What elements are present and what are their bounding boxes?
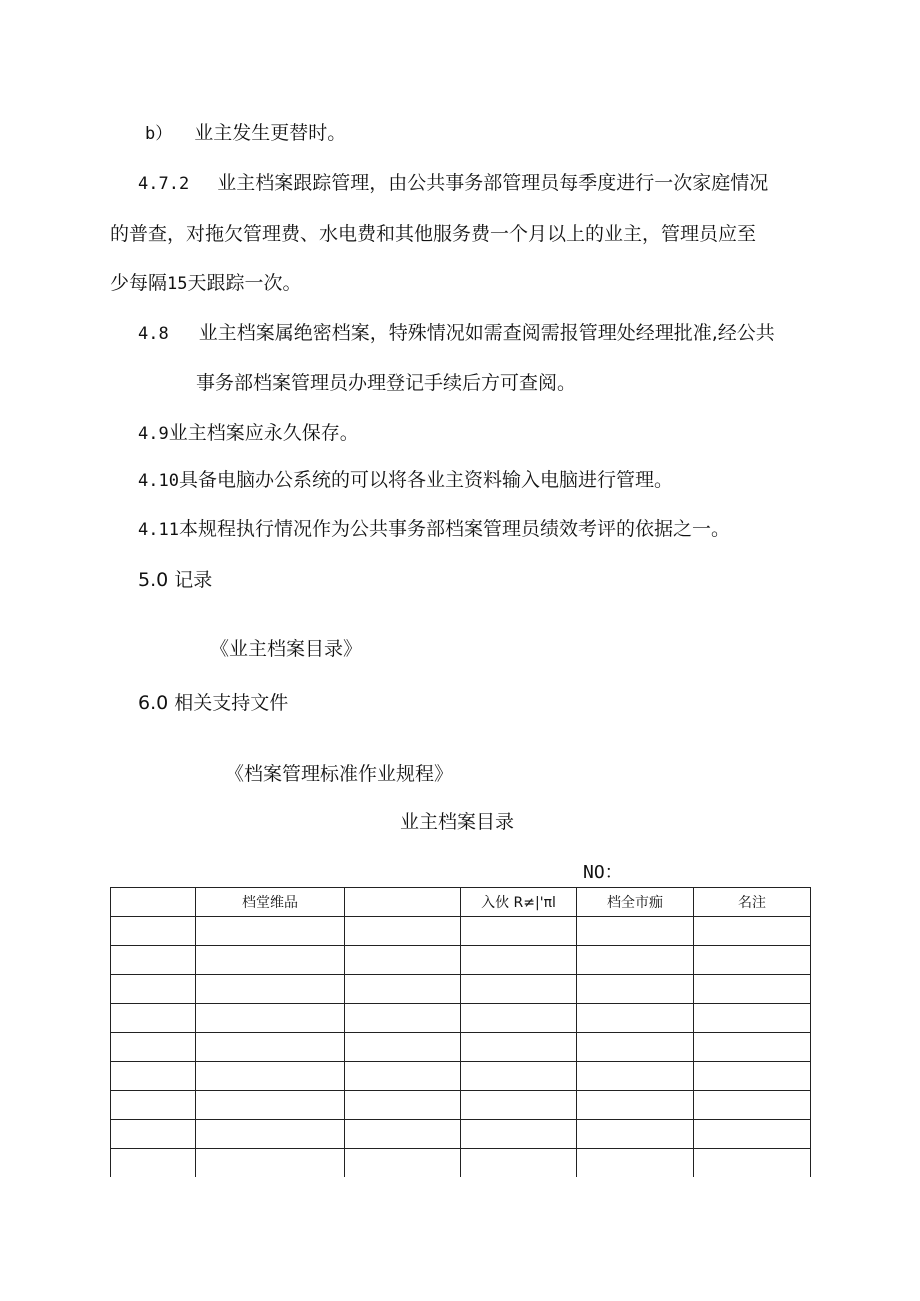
table-cell[interactable] [694, 1120, 811, 1149]
paragraph-number: 4.11 [138, 520, 179, 540]
form-number-label: NO： [583, 862, 623, 883]
table-cell[interactable] [461, 946, 577, 975]
table-cell[interactable] [111, 1033, 196, 1062]
table-cell[interactable] [345, 917, 461, 946]
paragraph-text: 天跟踪一次。 [187, 272, 302, 294]
table-cell[interactable] [694, 975, 811, 1004]
table-cell[interactable] [694, 1004, 811, 1033]
table-row [111, 917, 811, 946]
form-title: 业主档案目录 [400, 811, 515, 833]
table-cell[interactable] [461, 975, 577, 1004]
table-cell[interactable] [461, 1062, 577, 1091]
header-cell: 名注 [694, 888, 811, 917]
table-cell[interactable] [196, 946, 345, 975]
table-cell[interactable] [461, 1004, 577, 1033]
table-row [111, 1033, 811, 1062]
table-cell[interactable] [461, 1120, 577, 1149]
section-heading: 5.0 记录 [138, 569, 213, 591]
table-cell[interactable] [196, 1120, 345, 1149]
header-cell: 档堂维品 [196, 888, 345, 917]
table-cell[interactable] [345, 1149, 461, 1178]
table-cell[interactable] [694, 946, 811, 975]
table-row [111, 1091, 811, 1120]
table-cell[interactable] [196, 1033, 345, 1062]
table-cell[interactable] [196, 1091, 345, 1120]
table-cell[interactable] [694, 1033, 811, 1062]
table-cell[interactable] [345, 1120, 461, 1149]
table-cell[interactable] [577, 1091, 694, 1120]
table-cell[interactable] [694, 1091, 811, 1120]
paragraph-4-10 [138, 467, 673, 494]
table-cell[interactable] [577, 1033, 694, 1062]
paragraph-text: 业主档案应永久保存。 [168, 422, 359, 444]
table-cell[interactable] [694, 1062, 811, 1091]
table-cell[interactable] [111, 1062, 196, 1091]
support-document-item [225, 761, 453, 787]
table-cell[interactable] [345, 1091, 461, 1120]
paragraph-number: 4.10 [138, 471, 179, 491]
table-row [111, 1120, 811, 1149]
paragraph-text: 的普查，对拖欠管理费、水电费和其他服务费一个月以上的业主，管理员应至 [110, 223, 757, 245]
table-row [111, 975, 811, 1004]
header-cell: 入伙 R≠|'πl [461, 888, 577, 917]
table-cell[interactable] [461, 1091, 577, 1120]
table-row [111, 1149, 811, 1178]
paragraph-b [145, 120, 346, 147]
header-cell [345, 888, 461, 917]
paragraph-number: 4.8 [138, 324, 169, 344]
table-cell[interactable] [577, 946, 694, 975]
table-cell[interactable] [461, 1033, 577, 1062]
table-cell[interactable] [577, 917, 694, 946]
paragraph-number: 4.7.2 [138, 174, 190, 194]
table-cell[interactable] [461, 1149, 577, 1178]
paragraph-text: 本规程执行情况作为公共事务部档案管理员绩效考评的依据之一。 [178, 518, 730, 540]
paragraph-text: 事务部档案管理员办理登记手续后方可查阅。 [196, 372, 577, 394]
table-cell[interactable] [196, 1004, 345, 1033]
support-document-name: 《档案管理标准作业规程》 [225, 763, 454, 785]
interval-number: 15 [167, 274, 188, 294]
owner-archive-table [110, 887, 811, 1177]
record-name: 《业主档案目录》 [210, 638, 363, 660]
table-cell[interactable] [111, 917, 196, 946]
table-cell[interactable] [111, 1004, 196, 1033]
table-cell[interactable] [111, 1120, 196, 1149]
table-cell[interactable] [577, 1062, 694, 1091]
paragraph-text: 业主档案属绝密档案，特殊情况如需查阅需报管理处经理批准,经公共 [198, 322, 775, 344]
paragraph-4-9 [138, 420, 359, 447]
table-cell[interactable] [345, 1033, 461, 1062]
table-cell[interactable] [694, 1149, 811, 1178]
table-cell[interactable] [461, 917, 577, 946]
table-cell[interactable] [111, 975, 196, 1004]
table-cell[interactable] [111, 1149, 196, 1178]
table-cell[interactable] [577, 1120, 694, 1149]
table-cell[interactable] [577, 1004, 694, 1033]
paragraph-text: 业主档案跟踪管理，由公共事务部管理员每季度进行一次家庭情况 [217, 172, 769, 194]
paragraph-4-7-2-line3 [110, 270, 302, 297]
table-cell[interactable] [196, 975, 345, 1004]
table-row [111, 1004, 811, 1033]
paragraph-4-8-line2 [196, 370, 576, 396]
header-cell [111, 888, 196, 917]
paragraph-4-7-2-line1 [138, 170, 768, 197]
table-row [111, 1062, 811, 1091]
paragraph-number: 4.9 [138, 424, 169, 444]
header-cell: 档全市痂 [577, 888, 694, 917]
section-6-0 [138, 690, 288, 716]
table-cell[interactable] [345, 975, 461, 1004]
paragraph-number: b） [145, 124, 173, 144]
table-cell[interactable] [196, 1062, 345, 1091]
paragraph-text: 具备电脑办公系统的可以将各业主资料输入电脑进行管理。 [178, 469, 673, 491]
paragraph-text: 业主发生更替时。 [194, 122, 347, 144]
table-cell[interactable] [345, 1062, 461, 1091]
paragraph-4-8-line1 [138, 320, 775, 347]
table-row [111, 946, 811, 975]
table-cell[interactable] [345, 1004, 461, 1033]
section-heading: 6.0 相关支持文件 [138, 692, 289, 714]
table-cell[interactable] [345, 946, 461, 975]
table-cell[interactable] [111, 946, 196, 975]
table-cell[interactable] [196, 917, 345, 946]
paragraph-text: 少每隔 [110, 272, 168, 294]
table-cell[interactable] [196, 1149, 345, 1178]
table-cell[interactable] [111, 1091, 196, 1120]
table-cell[interactable] [577, 1149, 694, 1178]
table-header-row [111, 888, 811, 917]
table-cell[interactable] [577, 975, 694, 1004]
record-item [210, 636, 362, 662]
table-cell[interactable] [694, 917, 811, 946]
paragraph-4-7-2-line2 [110, 221, 756, 247]
section-5-0 [138, 567, 212, 593]
paragraph-4-11 [138, 516, 730, 543]
